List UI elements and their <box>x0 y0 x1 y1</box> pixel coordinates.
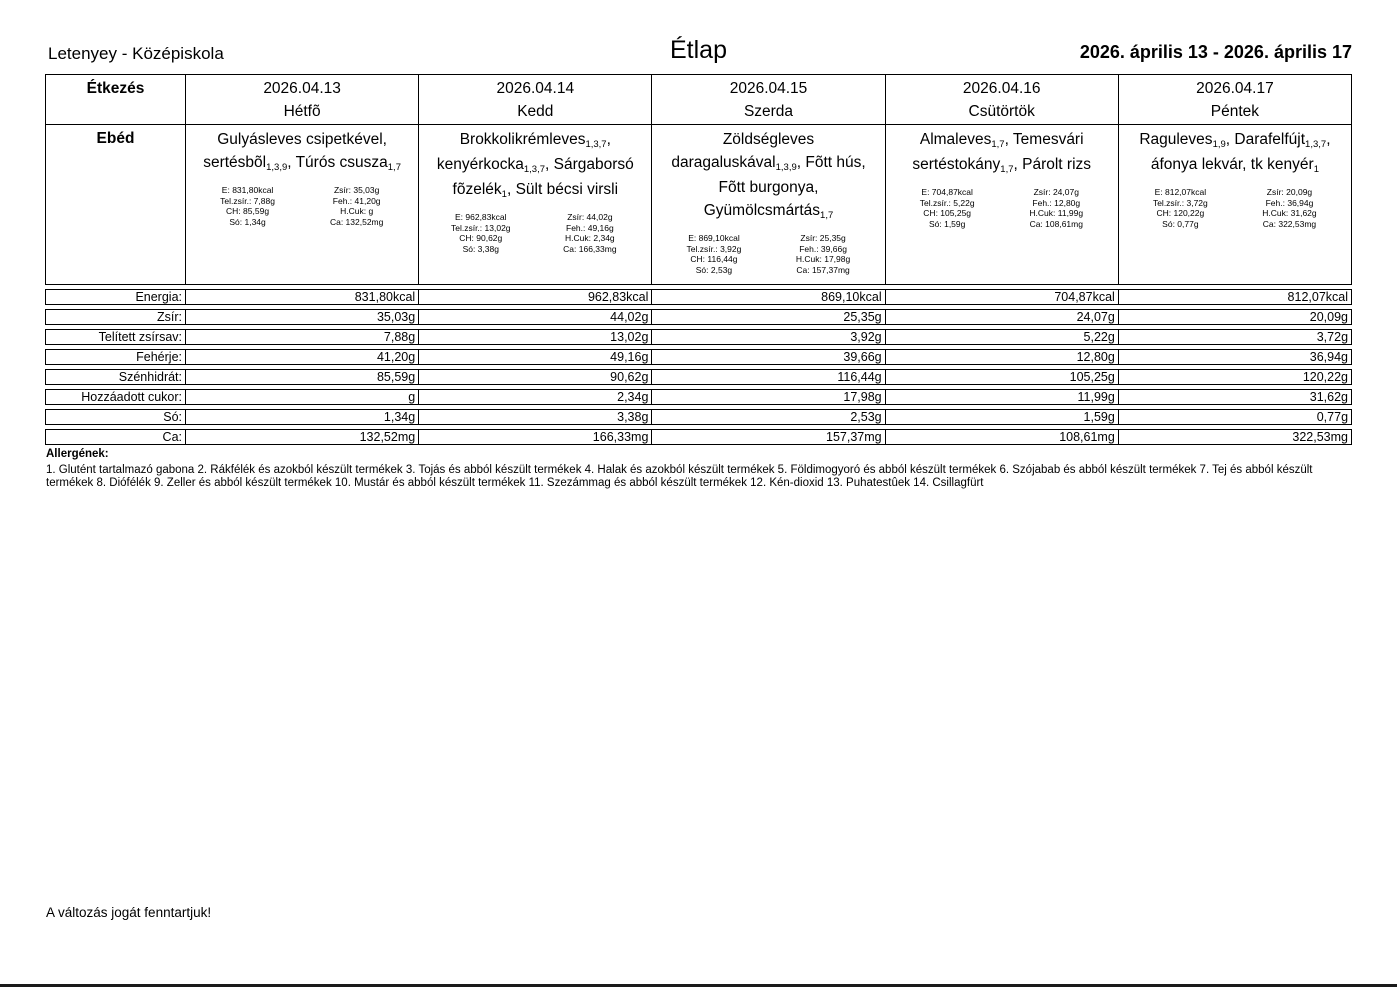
day-name: Csütörtök <box>968 103 1035 120</box>
nutrition-block <box>193 185 411 227</box>
summary-row <box>45 409 1352 425</box>
meal-title <box>893 128 1111 178</box>
nutrition-line: E: 831,80kcal <box>221 185 274 195</box>
nutrition-right-column <box>535 212 644 254</box>
nutrition-line: Zsír: 25,35g <box>800 233 846 243</box>
summary-value-cell: 1,34g <box>186 410 419 424</box>
summary-value-cell: 41,20g <box>186 350 419 364</box>
nutrition-line: Tel.zsír.: 3,72g <box>1152 197 1208 208</box>
meal-title-text: , Fõtt hús, Fõtt burgonya, Gyümölcsmártás <box>703 154 866 219</box>
summary-value-cell: 166,33mg <box>419 430 652 444</box>
nutrition-line: Tel.zsír.: 3,92g <box>686 243 742 254</box>
meal-allergen-subscript: 1,3,7 <box>1305 139 1327 150</box>
summary-value-cell: 7,88g <box>186 330 419 344</box>
summary-value-cell: 13,02g <box>419 330 652 344</box>
summary-value-cell: 11,99g <box>886 390 1119 404</box>
school-name: Letenyey - Középiskola <box>48 44 224 63</box>
nutrition-left-column <box>1126 187 1235 229</box>
summary-row <box>45 389 1352 405</box>
nutrition-line: H.Cuk: 17,98g <box>795 254 851 264</box>
nutrition-line: Zsír: 20,09g <box>1266 187 1313 197</box>
summary-value-cell: g <box>186 390 419 404</box>
summary-value-cell: 812,07kcal <box>1287 290 1349 304</box>
nutrition-line: Tel.zsír.: 5,22g <box>919 197 975 208</box>
allergens-heading: Allergének: <box>46 448 109 460</box>
summary-value-cell: 90,62g <box>419 370 652 384</box>
day-date: 2026.04.14 <box>496 80 575 97</box>
nutrition-line: Tel.zsír.: 13,02g <box>450 222 511 233</box>
day-name: Kedd <box>517 103 554 120</box>
summary-value-cell: 25,35g <box>652 310 885 324</box>
nutrition-line: Feh.: 41,20g <box>332 195 381 206</box>
summary-row-label: Hozzáadott cukor: <box>46 390 186 404</box>
nutrition-line: Zsír: 44,02g <box>567 212 613 222</box>
summary-value-cell: 35,03g <box>186 310 419 324</box>
meal-allergen-subscript: 1,3,9 <box>266 162 288 173</box>
day-date: 2026.04.17 <box>1196 80 1274 97</box>
summary-value-cell: 116,44g <box>652 370 885 384</box>
nutrition-line: E: 704,87kcal <box>921 187 973 197</box>
nutrition-line: Só: 1,59g <box>928 218 966 229</box>
summary-value-cell: 49,16g <box>419 350 652 364</box>
meal-title-text: , Sárgaborsó fõzelék <box>452 156 634 198</box>
nutrition-right-column <box>769 233 878 275</box>
meal-title-text: , Párolt rizs <box>1013 156 1092 173</box>
nutrition-right-column <box>1002 187 1111 229</box>
nutrition-line: Só: 1,34g <box>229 216 266 227</box>
change-rights-note: A változás jogát fenntartjuk! <box>46 905 212 920</box>
nutrition-line: E: 812,07kcal <box>1154 187 1207 197</box>
summary-value-cell: 2,53g <box>652 410 885 424</box>
summary-value-cell: 36,94g <box>1309 350 1349 364</box>
day-header-cell-wednesday <box>652 75 885 124</box>
day-date: 2026.04.16 <box>962 80 1041 97</box>
lunch-row <box>45 125 1352 285</box>
meal-allergen-subscript: 1,7 <box>1000 164 1014 175</box>
nutrition-right-column <box>1235 187 1344 229</box>
summary-value-cell: 20,09g <box>1309 310 1349 324</box>
summary-value-cell: 120,22g <box>1302 370 1349 384</box>
meal-title-text: , Túrós csusza <box>287 154 388 171</box>
nutrition-line: Ca: 108,61mg <box>1029 218 1083 229</box>
summary-value-cell: 831,80kcal <box>186 290 419 304</box>
nutrition-line: Feh.: 12,80g <box>1032 197 1081 208</box>
summary-value-cell: 3,72g <box>1316 330 1349 344</box>
nutrition-line: Ca: 322,53mg <box>1262 218 1317 229</box>
summary-row-label: Fehérje: <box>46 350 186 364</box>
meal-cell-tuesday <box>419 125 652 284</box>
meal-title <box>1126 128 1344 178</box>
day-header-cell-thursday <box>886 75 1119 124</box>
meal-title-text: Raguleves <box>1139 131 1213 148</box>
summary-value-cell: 105,25g <box>886 370 1119 384</box>
meal-title-text: , Sült bécsi virsli <box>506 181 619 198</box>
nutrition-line: Feh.: 36,94g <box>1265 197 1314 208</box>
meal-column-header: Étkezés <box>46 75 186 124</box>
summary-value-cell: 0,77g <box>1316 410 1349 424</box>
summary-value-cell: 108,61mg <box>886 430 1119 444</box>
meal-allergen-subscript: 1,7 <box>820 210 834 221</box>
summary-value-cell: 31,62g <box>1309 390 1349 404</box>
summary-value-cell: 3,92g <box>652 330 885 344</box>
summary-value-cell: 44,02g <box>419 310 652 324</box>
day-name: Hétfõ <box>283 103 321 120</box>
meal-title <box>193 128 411 176</box>
summary-row-label: Szénhidrát: <box>46 370 186 384</box>
meal-allergen-subscript: 1,9 <box>1212 139 1226 150</box>
summary-row <box>45 429 1352 445</box>
summary-value-cell: 17,98g <box>652 390 885 404</box>
day-header-cell-friday <box>1119 75 1351 124</box>
summary-value-cell: 157,37mg <box>652 430 885 444</box>
nutrition-line: Ca: 157,37mg <box>796 264 850 275</box>
nutrition-line: Zsír: 24,07g <box>1033 187 1079 197</box>
day-date: 2026.04.13 <box>263 80 341 97</box>
allergens-section <box>46 448 1338 490</box>
summary-value-cell: 962,83kcal <box>419 290 652 304</box>
nutrition-block <box>659 233 877 275</box>
nutrition-line: Só: 0,77g <box>1162 218 1199 229</box>
meal-allergen-subscript: 1,3,7 <box>523 164 545 175</box>
summary-value-cell: 1,59g <box>886 410 1119 424</box>
nutrition-line: Ca: 132,52mg <box>329 216 384 227</box>
summary-value-cell: 132,52mg <box>186 430 419 444</box>
nutrition-line: CH: 90,62g <box>459 233 503 243</box>
summary-value-cell: 3,38g <box>419 410 652 424</box>
nutrition-line: Ca: 166,33mg <box>563 243 617 254</box>
week-date-range: 2026. április 13 - 2026. április 17 <box>1079 42 1352 62</box>
summary-row-label: Ca: <box>46 430 186 444</box>
nutrition-line: E: 869,10kcal <box>688 233 740 243</box>
summary-value-cell: 12,80g <box>886 350 1119 364</box>
summary-row <box>45 329 1352 345</box>
nutrient-summary-rows <box>45 289 1352 445</box>
meal-cell-monday <box>186 125 419 284</box>
lunch-row-label: Ebéd <box>46 125 186 284</box>
meal-cell-wednesday <box>652 125 885 284</box>
meal-allergen-subscript: 1,7 <box>387 162 401 173</box>
summary-value-cell: 24,07g <box>886 310 1119 324</box>
nutrition-line: CH: 105,25g <box>923 208 972 218</box>
nutrition-left-column <box>193 185 302 227</box>
meal-cell-thursday <box>886 125 1119 284</box>
nutrition-block <box>893 187 1111 229</box>
nutrition-right-column <box>302 185 411 227</box>
summary-value-cell: 322,53mg <box>1292 430 1349 444</box>
nutrition-line: Zsír: 35,03g <box>333 185 380 195</box>
meal-title <box>659 128 877 224</box>
nutrition-line: CH: 85,59g <box>226 206 270 216</box>
nutrition-block <box>426 212 644 254</box>
meal-allergen-subscript: 1 <box>1313 164 1319 175</box>
meal-allergen-subscript: 1 <box>501 189 507 200</box>
menu-table <box>45 74 1352 445</box>
meal-title-text: , Temesvári sertéstokány <box>912 131 1084 173</box>
table-header-row <box>45 74 1352 125</box>
day-name: Szerda <box>743 103 794 120</box>
summary-row-label: Energia: <box>46 290 186 304</box>
summary-row <box>45 289 1352 305</box>
nutrition-line: Só: 2,53g <box>695 264 733 275</box>
nutrition-line: Só: 3,38g <box>462 243 499 254</box>
nutrition-line: E: 962,83kcal <box>455 212 507 222</box>
summary-value-cell: 2,34g <box>419 390 652 404</box>
meal-allergen-subscript: 1,3,7 <box>585 139 607 150</box>
summary-value-cell: 869,10kcal <box>652 290 885 304</box>
nutrition-block <box>1126 187 1344 229</box>
day-header-cell-tuesday <box>419 75 652 124</box>
day-date: 2026.04.15 <box>729 80 808 97</box>
nutrition-line: CH: 116,44g <box>690 254 738 264</box>
summary-row <box>45 349 1352 365</box>
summary-value-cell: 39,66g <box>652 350 885 364</box>
page-title: Étlap <box>670 36 727 64</box>
summary-value-cell: 704,87kcal <box>886 290 1119 304</box>
nutrition-line: H.Cuk: g <box>340 206 374 216</box>
summary-value-cell: 85,59g <box>186 370 419 384</box>
nutrition-line: H.Cuk: 31,62g <box>1262 208 1317 218</box>
meal-title-text: Almaleves <box>919 131 992 148</box>
nutrition-left-column <box>659 233 768 275</box>
meal-title-text: Gulyásleves csipetkével, sertésbõl <box>203 131 387 171</box>
nutrition-line: Feh.: 39,66g <box>799 243 847 254</box>
meal-title <box>426 128 644 203</box>
nutrition-left-column <box>893 187 1002 229</box>
summary-row-label: Zsír: <box>46 310 186 324</box>
allergens-text: 1. Glutént tartalmazó gabona 2. Rákfélék és azokból készült termékek 3. Tojás és abból készült termékek 4. Halak és azokból készült termékek 5. Földimogyoró és abból készült termékek 6. Szójabab és abból készült termékek 7. Tej és abból készült termékek 8. Diófélék 9. Zeller és abból készült termékek 10. Mustár és abból készült termékek 11. Szezámmag és abból készült termékek 12. Kén-dioxid 13. Puhatestûek 14. Csillagfürt <box>46 464 1313 489</box>
nutrition-line: CH: 120,22g <box>1156 208 1205 218</box>
nutrition-left-column <box>426 212 535 254</box>
nutrition-line: Feh.: 49,16g <box>566 222 614 233</box>
nutrition-line: Tel.zsír.: 7,88g <box>220 195 275 206</box>
page-bottom-divider <box>0 984 1397 987</box>
summary-row <box>45 369 1352 385</box>
meal-cell-friday <box>1119 125 1351 284</box>
day-header-cell-monday <box>186 75 419 124</box>
summary-row <box>45 309 1352 325</box>
meal-allergen-subscript: 1,7 <box>991 139 1005 150</box>
meal-title-text: , Darafelfújt <box>1225 131 1306 148</box>
nutrition-line: H.Cuk: 2,34g <box>565 233 615 243</box>
meal-title-text: Brokkolikrémleves <box>459 131 586 148</box>
summary-row-label: Telített zsírsav: <box>46 330 186 344</box>
meal-allergen-subscript: 1,3,9 <box>775 162 797 173</box>
meal-title-text: , áfonya lekvár, tk kenyér <box>1150 131 1331 173</box>
nutrition-line: H.Cuk: 11,99g <box>1029 208 1084 218</box>
meal-title-text: Zöldségleves daragaluskával <box>671 131 815 171</box>
summary-row-label: Só: <box>46 410 186 424</box>
meal-title-text: , kenyérkocka <box>436 131 611 173</box>
summary-value-cell: 5,22g <box>886 330 1119 344</box>
day-name: Péntek <box>1210 103 1260 120</box>
